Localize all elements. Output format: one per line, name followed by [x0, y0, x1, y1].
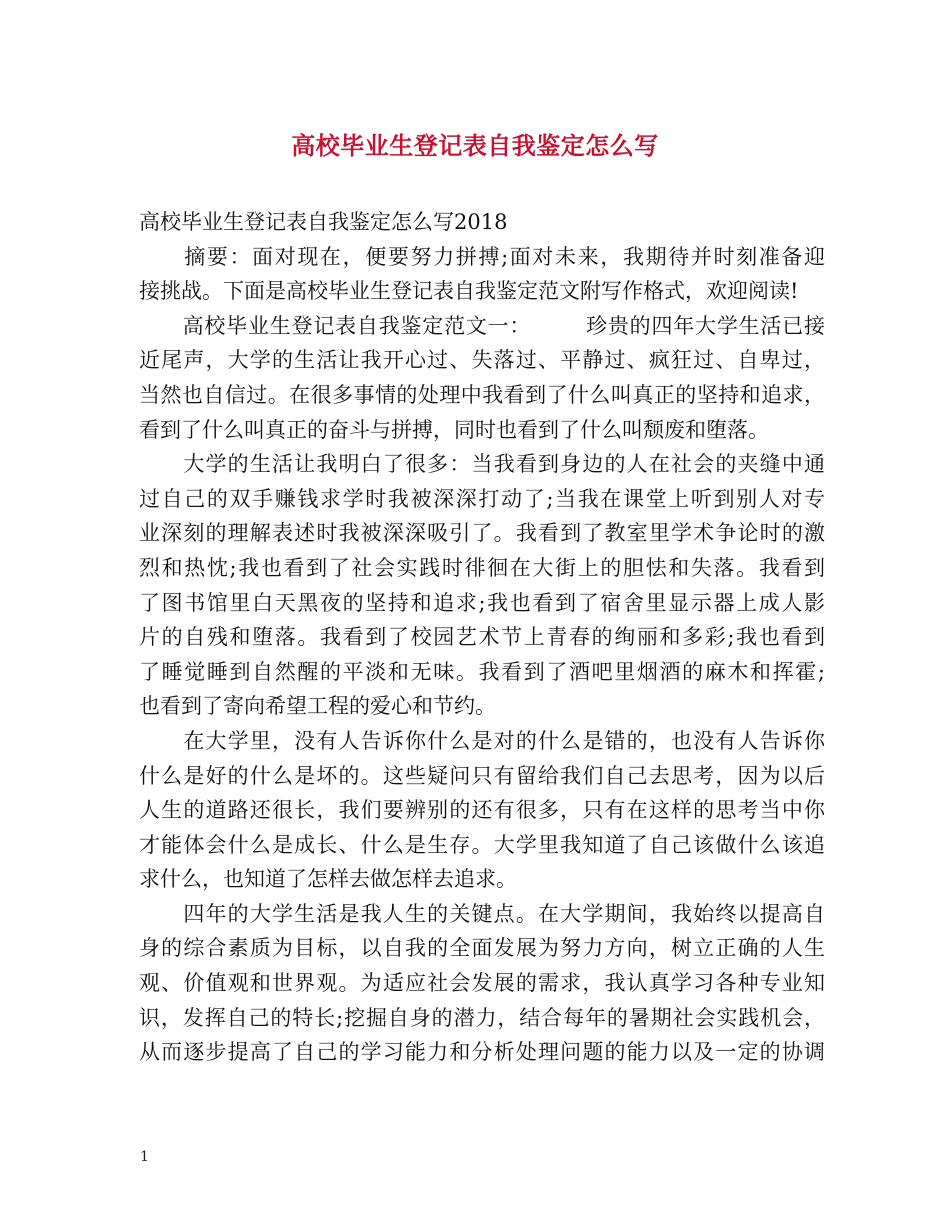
body-line: 高校毕业生登记表自我鉴定范文一： 珍贵的四年大学生活已接 — [139, 313, 825, 338]
body-line: 求什么，也知道了怎样去做怎样去追求。 — [139, 867, 517, 892]
body-line: 从而逐步提高了自己的学习能力和分析处理问题的能力以及一定的协调 — [139, 1040, 825, 1065]
body-line: 摘要：面对现在，便要努力拼搏;面对未来，我期待并时刻准备迎 — [139, 244, 825, 269]
body-line: 人生的道路还很长，我们要辨别的还有很多，只有在这样的思考当中你 — [139, 798, 825, 823]
body-line: 识，发挥自己的特长;挖掘自身的潜力，结合每年的暑期社会实践机会， — [139, 1005, 825, 1030]
body-line: 在大学里，没有人告诉你什么是对的什么是错的，也没有人告诉你 — [139, 728, 825, 753]
body-line: 也看到了寄向希望工程的爱心和节约。 — [139, 694, 496, 719]
body-line: 接挑战。下面是高校毕业生登记表自我鉴定范文附写作格式，欢迎阅读! — [139, 279, 799, 304]
body-line: 大学的生活让我明白了很多：当我看到身边的人在社会的夹缝中通 — [139, 452, 825, 477]
body-line: 身的综合素质为目标，以自我的全面发展为努力方向，树立正确的人生 — [139, 936, 825, 961]
document-body — [139, 205, 825, 1070]
page-number: 1 — [140, 1149, 149, 1165]
body-line: 四年的大学生活是我人生的关键点。在大学期间，我始终以提高自 — [139, 901, 825, 926]
body-line: 什么是好的什么是坏的。这些疑问只有留给我们自己去思考，因为以后 — [139, 763, 825, 788]
body-line: 才能体会什么是成长、什么是生存。大学里我知道了自己该做什么该追 — [139, 832, 825, 857]
body-line: 过自己的双手赚钱求学时我被深深打动了;当我在课堂上听到别人对专 — [139, 486, 825, 511]
body-line: 近尾声，大学的生活让我开心过、失落过、平静过、疯狂过、自卑过， — [139, 348, 825, 373]
body-line: 看到了什么叫真正的奋斗与拼搏，同时也看到了什么叫颓废和堕落。 — [139, 417, 769, 442]
body-line: 业深刻的理解表述时我被深深吸引了。我看到了教室里学术争论时的激 — [139, 521, 825, 546]
body-line: 观、价值观和世界观。为适应社会发展的需求，我认真学习各种专业知 — [139, 971, 825, 996]
body-line: 高校毕业生登记表自我鉴定怎么写2018 — [139, 210, 508, 234]
body-line: 当然也自信过。在很多事情的处理中我看到了什么叫真正的坚持和追求， — [139, 382, 825, 407]
body-line: 了图书馆里白天黑夜的坚持和追求;我也看到了宿舍里显示器上成人影 — [139, 590, 825, 615]
body-line: 片的自残和堕落。我看到了校园艺术节上青春的绚丽和多彩;我也看到 — [139, 625, 825, 650]
body-line: 烈和热忱;我也看到了社会实践时徘徊在大街上的胆怯和失落。我看到 — [139, 555, 825, 580]
document-title: 高校毕业生登记表自我鉴定怎么写 — [291, 131, 659, 160]
body-line: 了睡觉睡到自然醒的平淡和无味。我看到了酒吧里烟酒的麻木和挥霍; — [139, 659, 825, 684]
